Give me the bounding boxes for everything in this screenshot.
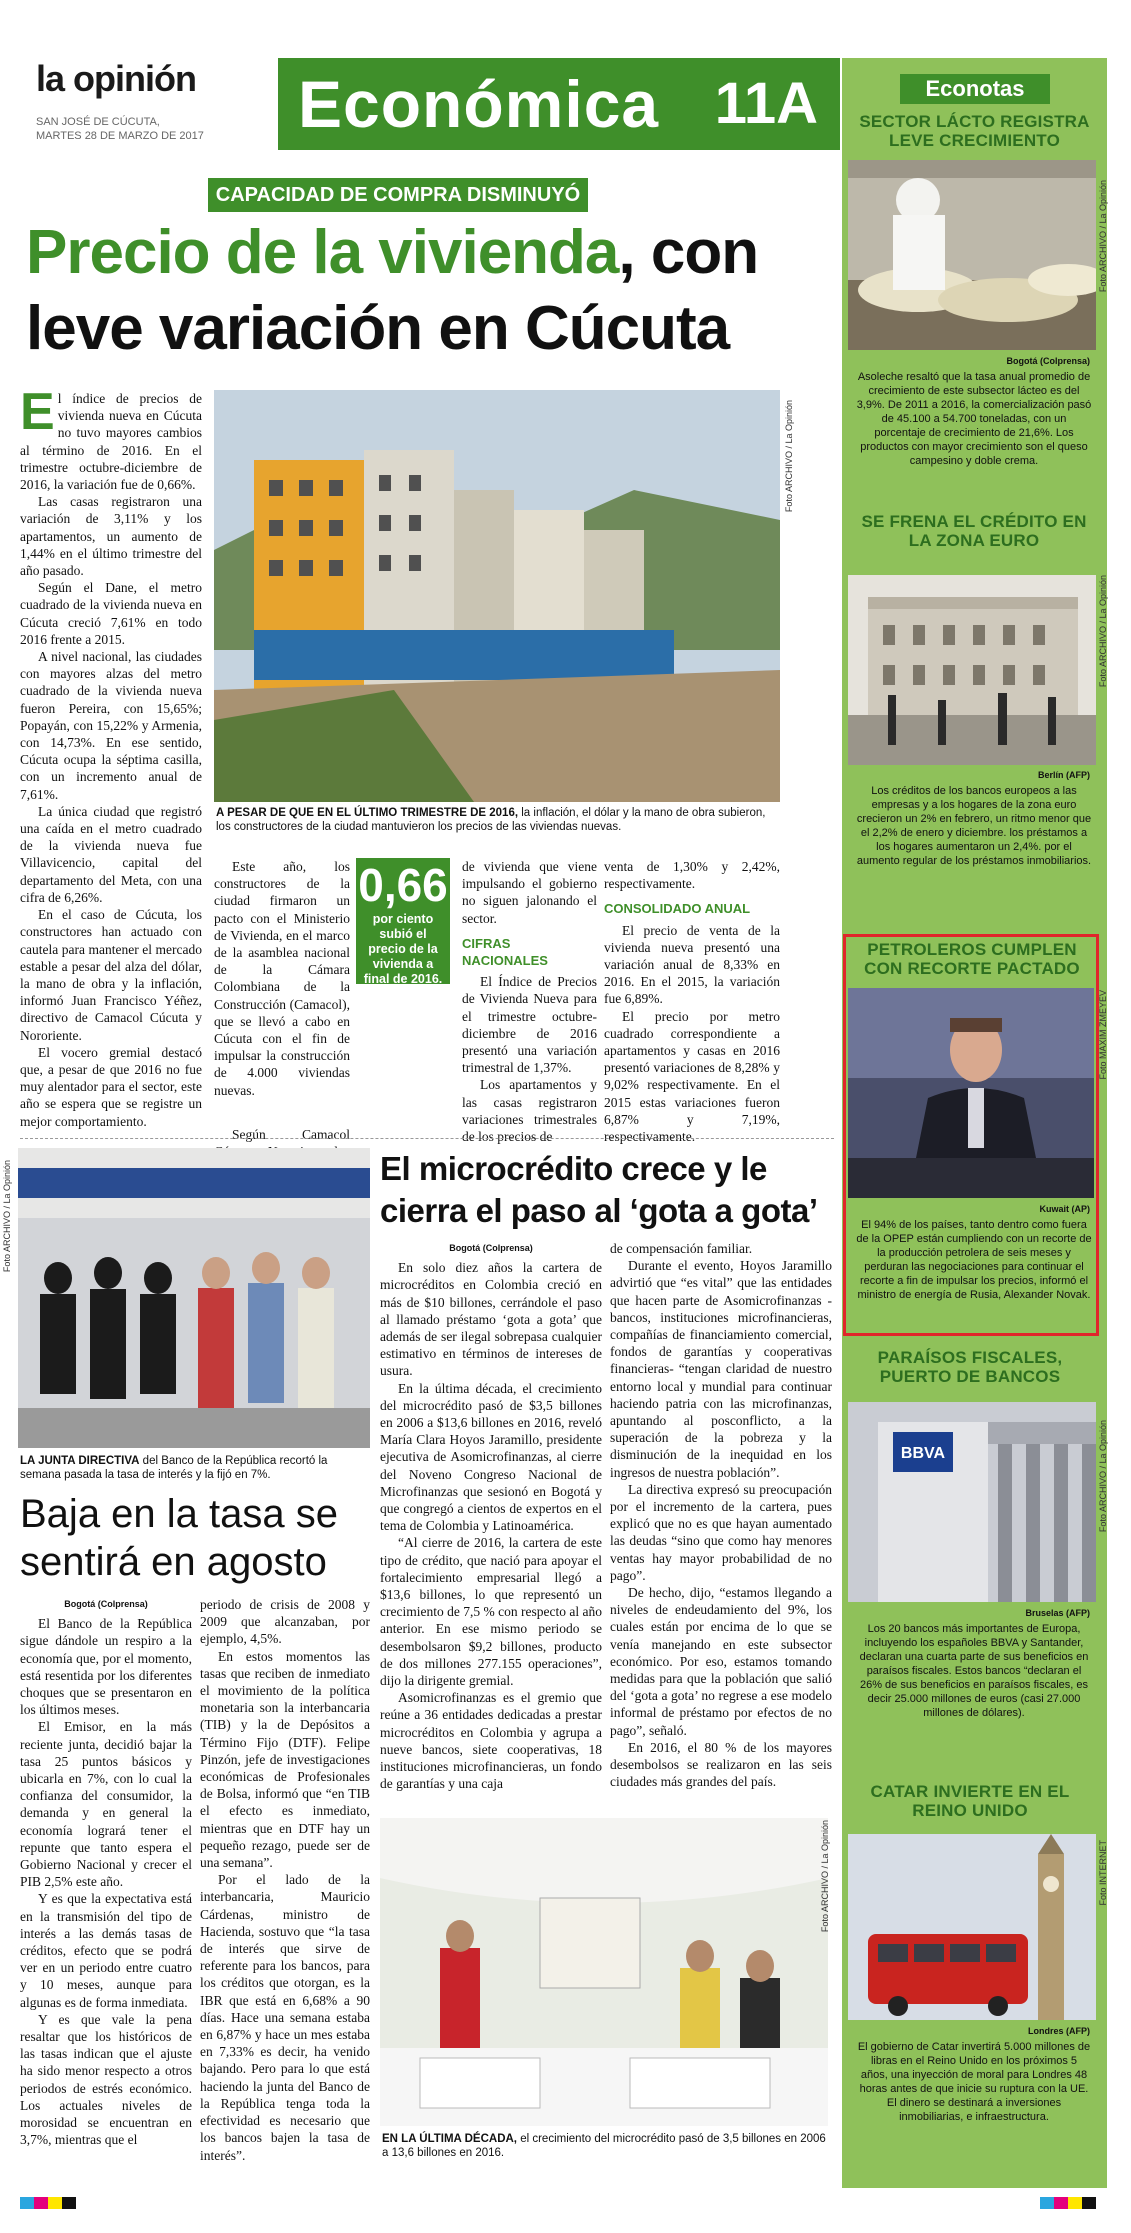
sidebar-text-1: Asoleche resaltó que la tasa anual promedio de crecimiento de este subsector lácteo es del 3,9%. De 2011 a 2016, la comercialización pasó de 45.100 a 54.700 toneladas, con un porcentaje de crecimiento de 21,6%. Los productos con mayor crecimiento son el queso campesino y doble crema.	[856, 371, 1092, 467]
sidebar-credit-2: Foto ARCHIVO / La Opinión	[1098, 575, 1108, 688]
berlin-photo	[848, 575, 1096, 765]
vivienda-photo-credit: Foto ARCHIVO / La Opinión	[784, 400, 794, 513]
sidebar-text-2: Los créditos de los bancos europeos a las empresas y a los hogares de la zona euro crecieron un 2% en febrero, un ritmo menor que el 2,2% de enero y diciembre. los préstamos a los hogares aumentaron un 2,4%. por el aumento regular de los préstamos inmobiliarios.	[856, 785, 1092, 867]
banco-col1-p4: Y es que vale la pena resaltar que los históricos de las tasas indican que el ajuste ha sido menor respecto a otros periodos de estrés económico. Los actuales niveles de morosidad se encuentran en 3,7%, mientras que el	[20, 2011, 192, 2148]
main-col1-p7: El vocero gremial destacó que, a pesar de que 2016 no fue muy alentador para el sector, este año se espera que se registre un mejor comportamiento.	[20, 1044, 202, 1129]
sidebar-head-paraisos: PARAÍSOS FISCALES, PUERTO DE BANCOS	[877, 1348, 1063, 1386]
london-photo-art	[848, 1834, 1096, 2020]
main-col4-p2: El precio por metro cuadrado correspondiente a apartamentos y casas en 2016 presentó variaciones de 8,28% y 9,02% respectivamente. En el 2015 estas variaciones fueron 6,87% y 7,19%, respectivamente.	[604, 1008, 780, 1145]
main-col4	[604, 858, 780, 1145]
sidebar-loc-3: Kuwait (AP)	[1039, 1204, 1090, 1214]
headline-green: Precio de la vivienda	[26, 218, 619, 287]
micro-col2-p3: La directiva expresó su preocupación por el incremento de la cartera, pues explicó que no es que hayan aumentado las deudas “sino que como hay menores ventas hay mayor probabilidad de no pago”.	[610, 1481, 832, 1583]
junta-photo-credit: Foto ARCHIVO / La Opinión	[2, 1160, 12, 1273]
sidebar-head-euro: SE FRENA EL CRÉDITO EN LA ZONA EURO	[861, 512, 1087, 550]
page-number: 11A	[714, 71, 818, 136]
micro-photo-credit: Foto ARCHIVO / La Opinión	[820, 1820, 830, 1933]
micro-col1-p2: En la última década, el crecimiento del microcrédito pasó de $3,5 billones en 2006 a $13,6 billones en 2016, reveló María Clara Hoyos Jaramillo, presidente ejecutiva de Asomicrofinanzas, al cierre del Noveno Congreso Nacional de Microfinanzas que sesionó en Bogotá y que congregó a cientos de expertos en el tema de Colombia y Latinoamérica.	[380, 1380, 602, 1534]
micro-col1-p1: En solo diez años la cartera de microcréditos en Colombia creció en más de $10 billones, cerrándole el paso al llamado préstamo ‘gota a gota’ que además de ser ilegal sobrepasa cualquier estimativo en términos de intereses de usura.	[380, 1260, 602, 1379]
sidebar-loc-2: Berlín (AFP)	[1037, 770, 1090, 780]
sidebar-head-petroleros: PETROLEROS CUMPLEN CON RECORTE PACTADO	[864, 940, 1080, 978]
micro-col2-p2: Durante el evento, Hoyos Jaramillo advirtió que “es vital” que las entidades que hacen parte de Asomicrofinanzas -bancos, instituciones microfinancieras, compañías de financiamiento comercial, fondos de garantías y cooperativas financieras- “tengan claridad de nuestro entorno local y mundial para continuar haciendo patria con las microfinanzas, apuntando al posconflicto, a la superación de la pobreza y la disminución de la inequidad en los ingresos de nuestra población”.	[610, 1258, 832, 1480]
sidebar-credit-5: Foto INTERNET	[1098, 1840, 1108, 1906]
sidebar-loc-5: Londres (AFP)	[1028, 2026, 1090, 2036]
main-col4-top: venta de 1,30% y 2,42%, respectivamente.	[604, 859, 780, 892]
section-divider	[20, 1138, 834, 1139]
micro-photo	[380, 1818, 828, 2126]
main-col1-lead: l índice de precios de vivienda nueva en Cúcuta no tuvo mayores cambios al término de 2016. En el trimestre octubre-diciembre de 2016, la variación fue de 0,66%.	[20, 391, 202, 493]
main-col4-p1: El precio de venta de la vivienda nueva presentó una variación anual de 8,33% en 2016. En el 2015, la variación fue 6,89%.	[604, 922, 780, 1007]
svg-text:BBVA: BBVA	[900, 1445, 946, 1462]
micro-caption-rest: el crecimiento del microcrédito pasó de 3,5 billones en 2006 a 13,6 billones en 2016.	[382, 2133, 826, 2159]
sidebar-text-5: El gobierno de Catar invertirá 5.000 millones de libras en el Reino Unido en los próximos 5 años, una inyección de moral para Londres 48 horas antes de que inicie su ruptura con la UE. El dinero se destinará a inversiones inmobiliarias, e infraestructura.	[857, 2041, 1091, 2123]
registration-marks	[20, 2197, 1110, 2209]
main-col2	[214, 858, 350, 1099]
sidebar-text-4: Los 20 bancos más importantes de Europa, incluyendo los españoles BBVA y Santander, declaran una cuarta parte de sus beneficios en paraísos fiscales. Estos bancos “declaran el 26% de sus beneficios en paraísos fiscales, es decir 25.000 millones de euros (casi 27.000 millones de dólares).	[859, 1623, 1089, 1719]
sidebar-text-3: El 94% de los países, tanto dentro como fuera de la OPEP están cumpliendo con un recorte de la producción petrolera de seis meses y perduran las negociaciones para continuar el recorte a fin de impulsar los precios, informó el ministro de energía de Rusia, Alexander Novak.	[856, 1219, 1092, 1301]
masthead-logo: la opinión	[36, 58, 196, 99]
econotas-label-box	[900, 74, 1050, 104]
stat-value: 0,66	[358, 859, 448, 911]
banco-col2-p1: periodo de crisis de 2008 y 2009 que alcanzaban, por ejemplo, 4,5%.	[200, 1597, 370, 1647]
london-photo	[848, 1834, 1096, 2020]
vivienda-photo-art	[214, 390, 780, 802]
main-col1-p6: En el caso de Cúcuta, los constructores han actuado con cautela para mantener el mercado estable a pesar del alza del dólar, la mano de obra y la inflación, informó Juan Francisco Yéñez, directivo de Camacol Cúcuta y Nororiente.	[20, 907, 202, 1043]
main-col2-p1: Este año, los constructores de la ciudad firmaron un pacto con el Ministerio de Vivienda, en el marco de la asamblea nacional de la Cámara Colombiana de la Construcción (Camacol), que se llevó a cabo en Cúcuta con el fin de impulsar la construcción de 4.000 viviendas nuevas.	[214, 859, 350, 1098]
cheese-photo-art	[848, 160, 1096, 350]
bbva-photo-art	[848, 1402, 1096, 1602]
main-headline-line2: leve variación en Cúcuta	[26, 294, 730, 363]
dropcap: E	[20, 390, 55, 441]
sidebar-loc-1: Bogotá (Colprensa)	[1006, 356, 1090, 366]
berlin-photo-art	[848, 575, 1096, 765]
vivienda-caption-bold: A PESAR DE QUE EN EL ÚLTIMO TRIMESTRE DE 2016,	[216, 807, 519, 819]
micro-col2	[610, 1240, 832, 1791]
main-col3	[462, 858, 597, 1145]
sidebar-credit-1: Foto ARCHIVO / La Opinión	[1098, 180, 1108, 293]
banco-col1-p3: Y es que la expectativa está en la transmisión del tipo de interés a las demás tasas de créditos, efecto que se podrá ver en un periodo entre cuatro y 10 meses, aunque para algunas es de forma inmediata.	[20, 1891, 192, 2010]
bbva-photo	[848, 1402, 1096, 1602]
main-col3-p1: El Índice de Precios de Vivienda Nueva para el trimestre octubre-diciembre de 2016 presentó una variación trimestral de 1,37%.	[462, 974, 597, 1076]
main-col3-top: de vivienda que viene impulsando el gobierno no siguen jalonando el sector.	[462, 859, 597, 926]
micro-caption	[382, 2132, 828, 2160]
junta-photo	[18, 1148, 370, 1448]
micro-col1-p3: “Al cierre de 2016, la cartera de este tipo de crédito, que nació para apoyar el fortalecimiento empresarial llegó a $13,6 billones, lo que representó un crecimiento de 7,5 % con respecto al año anterior. En ese mismo periodo se desembolsaron $9,2 billones, producto de dos millones 277.155 operaciones”, dijo la dirigente gremial.	[380, 1535, 602, 1689]
banco-col2	[200, 1596, 370, 2164]
micro-col2-p1: de compensación familiar.	[610, 1241, 753, 1256]
main-col1-p2: Las casas registraron una variación de 3,11% y los apartamentos, un aumento de 1,44% en el último trimestre del año pasado.	[20, 494, 202, 579]
micro-col1	[380, 1240, 602, 1793]
junta-photo-art	[18, 1148, 370, 1448]
stat-text: por ciento subió el precio de la vivienda a final de 2016.	[363, 912, 443, 986]
main-col3-p2: Los apartamentos y las casas registraron variaciones trimestrales de los precios de	[462, 1077, 597, 1145]
stat-box	[356, 858, 450, 984]
subhead-consolidado: CONSOLIDADO ANUAL	[604, 901, 751, 917]
sidebar-head-catar: CATAR INVIERTE EN EL REINO UNIDO	[870, 1782, 1070, 1820]
micro-photo-art	[380, 1818, 828, 2126]
vivienda-caption	[216, 806, 780, 834]
banco-col1-p2: El Emisor, en la más reciente junta, decidió bajar la tasa 25 puntos básicos y ubicarla en 7%, con lo cual la confianza del consumidor, la demanda y en general la economía logrará tener el repunte que tanto espera el Gobierno Nacional y crecer el PIB 2,5% este año.	[20, 1719, 192, 1890]
cheese-photo	[848, 160, 1096, 350]
print-registration-bar	[20, 2196, 1110, 2208]
banco-col2-p2: En estos momentos las tasas que reciben de inmediato el movimiento de la política monetaria son la interbancaria (TIB) y la de Depósitos a Término Fijo (DTF). Felipe Pinzón, jefe de investigaciones económicas de Profesionales de Bolsa, informó que “en TIB el efecto es inmediato, mientras que en DTF hay un pequeño rezago, puede ser de una semana”.	[200, 1648, 370, 1871]
micro-byline: Bogotá (Colprensa)	[449, 1243, 533, 1253]
main-col2-p2: Según Camacol	[232, 1127, 350, 1142]
banco-byline: Bogotá (Colprensa)	[64, 1599, 148, 1609]
banco-col2-p3: Por el lado de la interbancaria, Mauricio Cárdenas, ministro de Hacienda, sostuvo que “la tasa de interés que sirve de referente para los bancos, para los créditos que otorgan, es la IBR que está en 6,68% a 90 días. Hace una semana estaba en 6,87% y hace un mes estaba en 7,33% es decir, ha venido bajando. Pero para lo que está haciendo la junta del Banco de la República tenga toda la efectividad es necesario que los bancos bajen la tasa de interés”.	[200, 1872, 370, 2163]
micro-col2-p5: En 2016, el 80 % de los mayores desembolsos se realizaron en las seis ciudades más grandes del país.	[610, 1739, 832, 1790]
vivienda-caption-rest: la inflación, el dólar y la mano de obra subieron, los constructores de la ciudad mantuvieron los precios de las viviendas nuevas.	[216, 807, 766, 833]
sidebar-loc-4: Bruselas (AFP)	[1025, 1608, 1090, 1618]
main-headline-line1	[26, 218, 826, 288]
masthead-date: MARTES 28 DE MARZO DE 2017	[36, 130, 204, 142]
novak-photo-art	[848, 988, 1094, 1198]
section-title: Económica	[298, 67, 660, 141]
micro-col1-p4: Asomicrofinanzas es el gremio que reúne a 36 entidades dedicadas a prestar microcréditos en Colombia y agrupa a nueve bancos, siete cooperativas, 18 instituciones microfinancieras, un fondo de garantías y una caja	[380, 1690, 602, 1792]
micro-caption-bold: EN LA ÚLTIMA DÉCADA,	[382, 2133, 518, 2145]
micro-headline: El microcrédito crece y le cierra el paso al ‘gota a gota’	[380, 1150, 818, 1229]
banco-col1	[20, 1596, 192, 2149]
headline-rest: , con	[618, 218, 759, 287]
banco-headline: Baja en la tasa se sentirá en agosto	[20, 1492, 338, 1584]
kicker-box	[208, 178, 588, 212]
vivienda-photo	[214, 390, 780, 802]
main-col1-p3: Según el Dane, el metro cuadrado de la vivienda nueva en Cúcuta creció 7,61% en todo 2016 frente a 2015.	[20, 580, 202, 647]
main-col1	[20, 390, 202, 1150]
banco-col1-p1: El Banco de la República sigue dándole un respiro a la economía que, por el momento, está resentida por los diferentes choques que se presentaron en los últimos meses.	[20, 1616, 192, 1718]
junta-caption	[20, 1454, 370, 1482]
main-col1-p4: A nivel nacional, las ciudades con mayores alzas del metro cuadrado de la vivienda nueva fueron Pereira, con 15,65%; Popayán, con 15,22% y Armenia, con 14,73%. En ese sentido, Cúcuta ocupa la séptima casilla, con un incremento anual de 7,61%.	[20, 649, 202, 802]
masthead-city: SAN JOSÉ DE CÚCUTA,	[36, 116, 160, 128]
junta-caption-bold: LA JUNTA DIRECTIVA	[20, 1455, 140, 1467]
subhead-cifras: CIFRAS NACIONALES	[462, 935, 548, 969]
junta-caption-rest: del Banco de la República recortó la semana pasada la tasa de interés y la fijó en 7%.	[20, 1455, 328, 1481]
sidebar-credit-3: Foto MAXIM ZMEYEV	[1098, 990, 1108, 1080]
main-col1-p1	[20, 390, 202, 493]
sidebar-credit-4: Foto ARCHIVO / La Opinión	[1098, 1420, 1108, 1533]
masthead	[20, 58, 840, 158]
novak-photo	[848, 988, 1094, 1198]
sidebar-head-lacteo: SECTOR LÁCTO REGISTRA LEVE CRECIMIENTO	[859, 112, 1090, 150]
micro-col2-p4: De hecho, dijo, “estamos llegando a niveles de endeudamiento del 9%, los cuales están por encima de lo que se venía manejando en este subsector económico. Por eso, estamos tomando medidas para que la población que salió del ‘gota a gota’ no regrese a ese modelo informal de préstamo por efectos de no pago”, señaló.	[610, 1585, 832, 1738]
main-col1-p5: La única ciudad que registró una caída en el metro cuadrado de la vivienda nueva fue Villavicencio, capital del departamento del Meta, con una cifra de 6,26%.	[20, 803, 202, 905]
section-banner	[278, 58, 840, 150]
kicker: CAPACIDAD DE COMPRA DISMINUYÓ	[215, 184, 581, 206]
econotas-label: Econotas	[925, 76, 1025, 101]
